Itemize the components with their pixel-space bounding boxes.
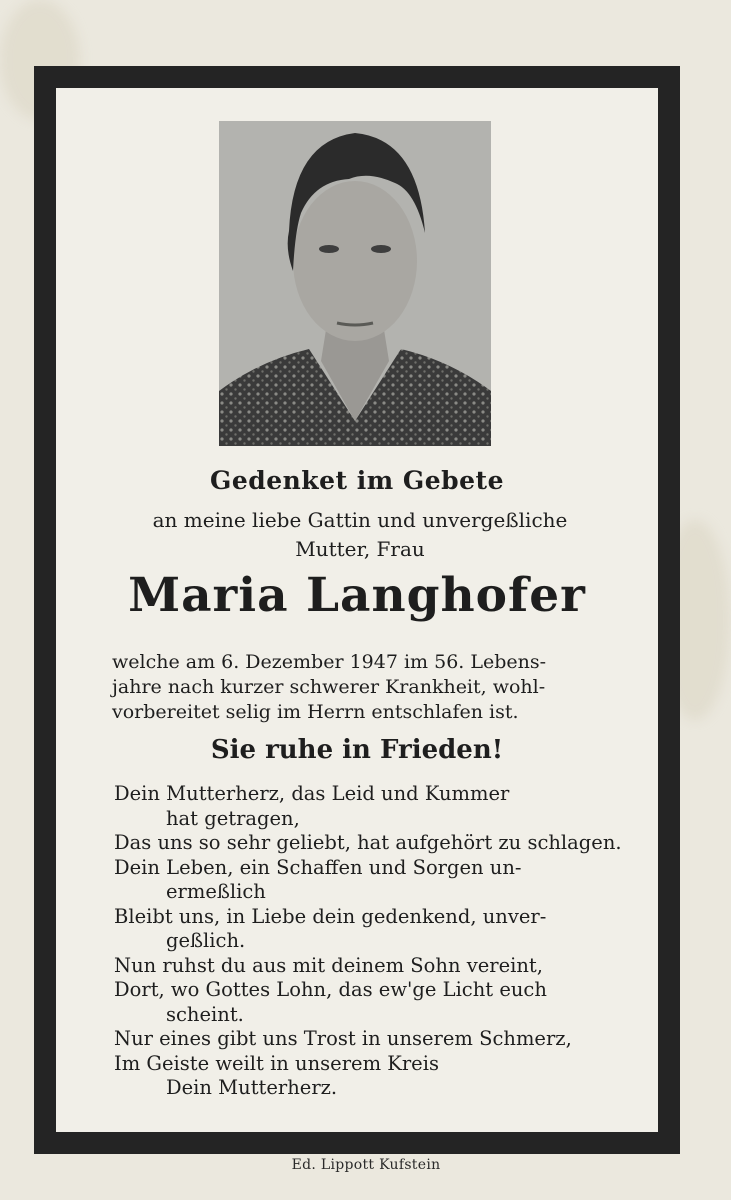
dedication-line: an meine liebe Gattin und unvergeßliche	[152, 508, 568, 532]
poem-line: Nur eines gibt uns Trost in unserem Schmerz,	[114, 1027, 572, 1050]
poem-line: Im Geiste weilt in unserem Kreis	[114, 1051, 439, 1075]
portrait-image	[219, 121, 491, 446]
dedication-line: Mutter, Frau	[295, 537, 425, 561]
notice-line: jahre nach kurzer schwerer Krankheit, wohl-	[112, 676, 546, 698]
poem-line: Dein Leben, ein Schaffen und Sorgen un-	[114, 855, 522, 879]
memorial-poem	[114, 782, 622, 1101]
death-notice	[112, 650, 610, 725]
poem-line: geßlich.	[166, 929, 246, 952]
poem-line: Dort, wo Gottes Lohn, das ew'ge Licht euch	[114, 978, 547, 1001]
poem-line: Dein Mutterherz.	[166, 1076, 338, 1099]
card-heading: Gedenket im Gebete	[209, 466, 505, 495]
poem-line: Das uns so sehr geliebt, hat aufgehört zu schlagen.	[114, 831, 622, 854]
printer-imprint: Ed. Lippott Kufstein	[291, 1157, 441, 1173]
poem-line: Dein Mutterherz, das Leid und Kummer	[114, 782, 510, 805]
deceased-name: Maria Langhofer	[128, 568, 586, 623]
notice-line: vorbereitet selig im Herrn entschlafen ist.	[112, 701, 519, 723]
portrait-photo	[219, 121, 491, 446]
notice-line: welche am 6. Dezember 1947 im 56. Lebens-	[112, 651, 547, 673]
poem-line: scheint.	[166, 1002, 244, 1026]
rest-in-peace: Sie ruhe in Frieden!	[210, 735, 504, 765]
poem-line: ermeßlich	[166, 880, 266, 903]
poem-line: hat getragen,	[166, 806, 300, 830]
poem-line: Bleibt uns, in Liebe dein gedenkend, unver-	[114, 904, 547, 928]
poem-line: Nun ruhst du aus mit deinem Sohn vereint,	[114, 953, 543, 977]
dedication-text	[112, 506, 608, 564]
